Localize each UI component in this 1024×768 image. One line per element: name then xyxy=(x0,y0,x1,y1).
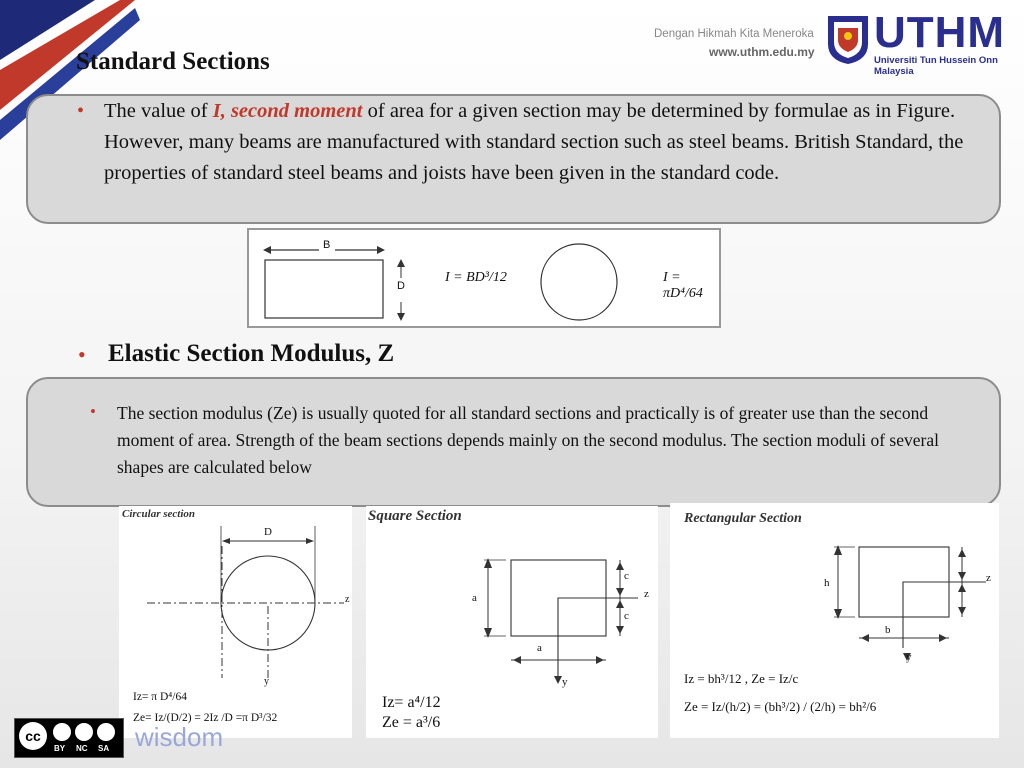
site-url: www.uthm.edu.my xyxy=(709,45,815,59)
equation-iz: Iz= a⁴/12 xyxy=(382,694,441,711)
equation-ze: Ze = Iz/(h/2) = (bh³/2) / (2/h) = bh²/6 xyxy=(684,699,877,714)
figure-second-moment xyxy=(247,228,721,328)
panel-title: Circular section xyxy=(122,508,196,520)
bullet-icon: • xyxy=(78,342,86,367)
label-d: D xyxy=(397,280,405,292)
axis-z-label: z xyxy=(986,572,991,584)
bullet-icon: • xyxy=(77,100,85,122)
label-c-bottom: c xyxy=(624,610,629,622)
label-b: b xyxy=(885,624,891,636)
label-b: B xyxy=(323,239,331,251)
section-title-standard: Standard Sections xyxy=(76,48,270,75)
uthm-crest-icon xyxy=(826,14,870,66)
equation-ze: Ze= Iz/(D/2) = 2Iz /D =π D³/32 xyxy=(133,712,278,724)
label-h: h xyxy=(824,577,830,589)
label-a-horizontal: a xyxy=(537,642,542,654)
cc-icon: cc xyxy=(19,722,47,750)
equation-iz: Iz= π D⁴/64 xyxy=(133,691,187,703)
panel-rectangular xyxy=(670,503,999,738)
sa-icon xyxy=(97,723,115,741)
tagline: Dengan Hikmah Kita Meneroka xyxy=(654,28,814,40)
by-label: BY xyxy=(54,744,66,753)
wisdom-logo: wisdom xyxy=(135,722,224,752)
paragraph-standard-sections: The value of I, second moment of area for a given section may be determined by formulae as in Figure. However, many beams are manufactured with standard section such as steel beams. British Standard, the properties of standard steel beams and joists have been given in the standard code. xyxy=(104,100,964,184)
bullet-icon: • xyxy=(48,50,56,75)
axis-z-label: z xyxy=(644,588,649,600)
panel-title: Square Section xyxy=(368,508,462,524)
nc-label: NC xyxy=(76,744,88,753)
university-name: Universiti Tun Hussein Onn Malaysia xyxy=(874,55,998,77)
formula-circle: I = πD⁴/64 xyxy=(663,270,703,301)
axis-y-label: y xyxy=(264,676,269,687)
label-d: D xyxy=(264,526,272,538)
sa-label: SA xyxy=(98,744,110,753)
panel-title: Rectangular Section xyxy=(684,511,802,526)
panel-circular xyxy=(119,506,352,738)
axis-y-label: y xyxy=(562,676,568,688)
equation-iz: Iz = bh³/12 , Ze = Iz/c xyxy=(684,671,799,686)
nc-icon xyxy=(75,723,93,741)
cc-license-badge[interactable] xyxy=(14,718,124,758)
axis-z-label: z xyxy=(345,594,350,605)
formula-rectangle: I = BD³/12 xyxy=(445,270,507,285)
axis-y-label: y xyxy=(906,651,912,663)
equation-ze: Ze = a³/6 xyxy=(382,714,441,731)
paragraph-section-modulus: The section modulus (Ze) is usually quoted for all standard sections and practically is of greater use than the second moment of area. Strength of the beam sections depends mainly on the second modulus. The section moduli of several shapes are calculated below xyxy=(117,403,939,477)
label-c-top: c xyxy=(624,570,629,582)
bullet-icon: • xyxy=(90,402,96,421)
panel-square xyxy=(366,506,658,738)
uthm-logo-text: UTHM xyxy=(874,8,1006,57)
section-title-elastic: Elastic Section Modulus, Z xyxy=(108,340,395,367)
by-icon xyxy=(53,723,71,741)
label-a-vertical: a xyxy=(472,592,477,604)
